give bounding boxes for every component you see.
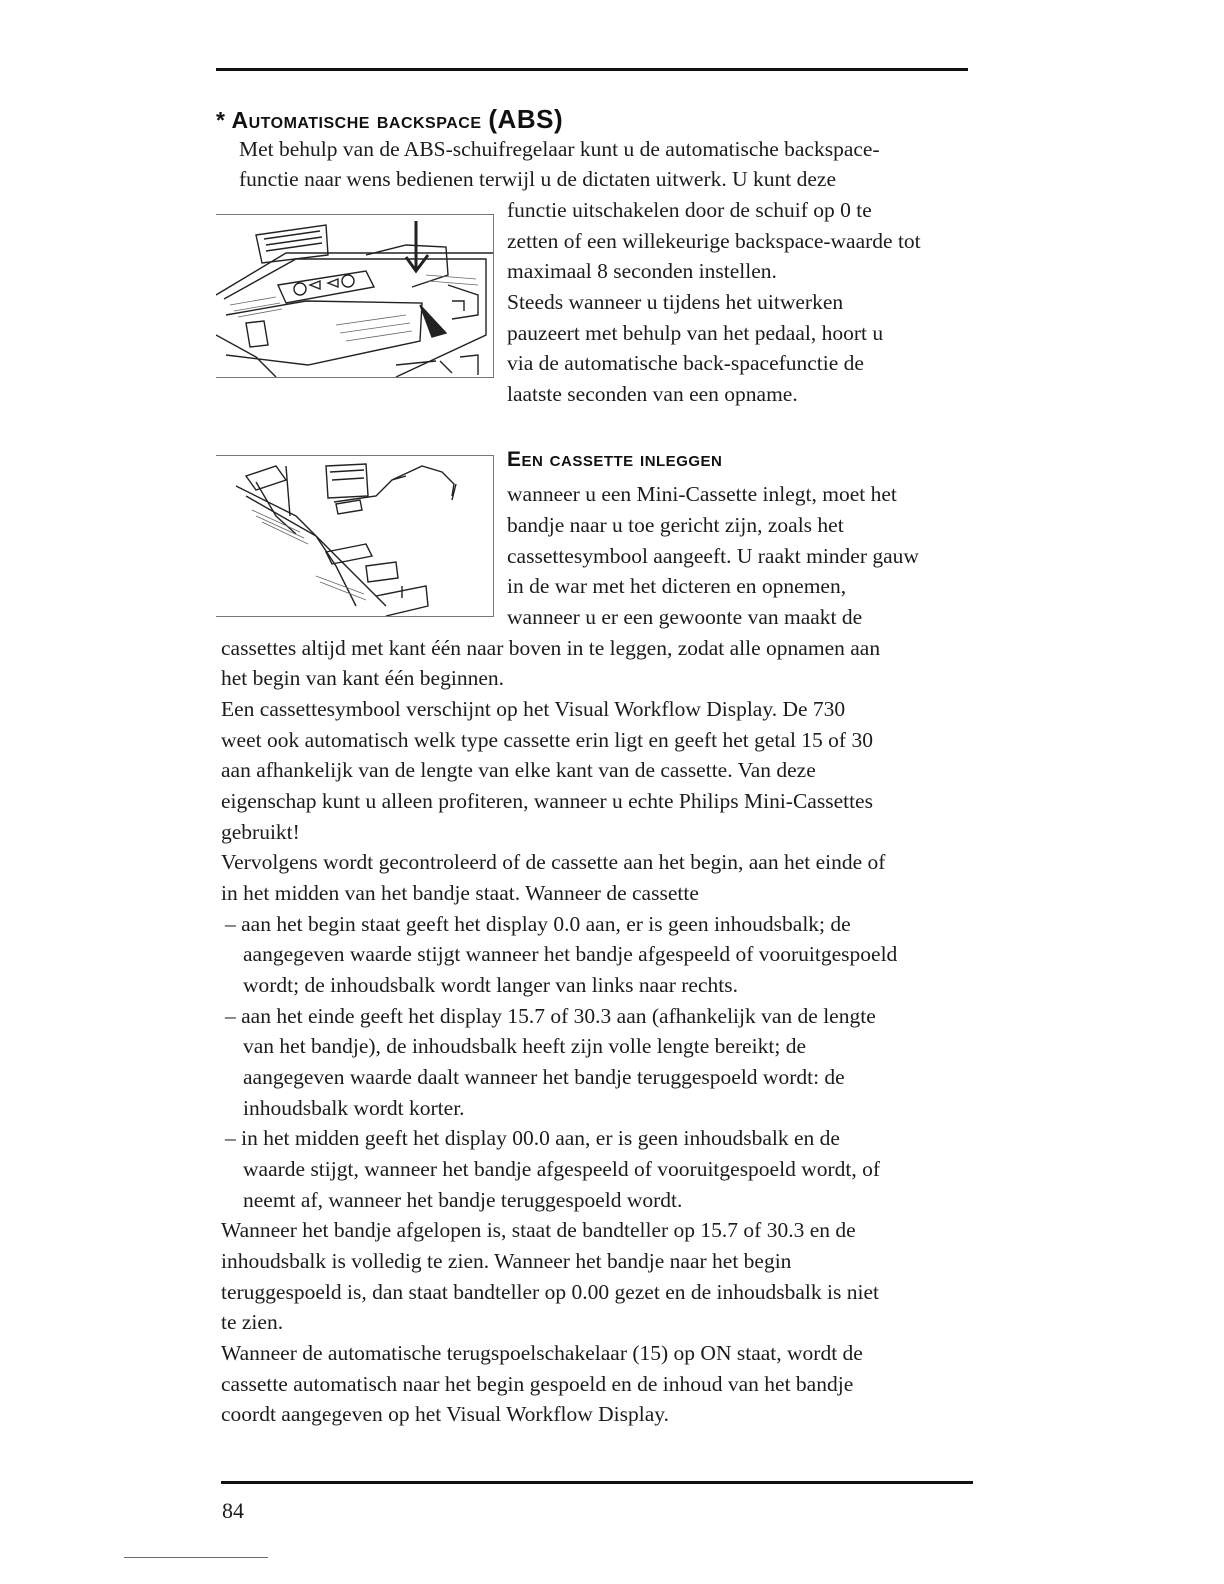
paragraph-line: eigenschap kunt u alleen profiteren, wanneer u echte Philips Mini-Cassettes bbox=[221, 789, 873, 813]
paragraph-line: laatste seconden van een opname. bbox=[507, 382, 798, 406]
paragraph-line: Wanneer het bandje afgelopen is, staat de bandteller op 15.7 of 30.3 en de bbox=[221, 1218, 856, 1242]
paragraph-line: coordt aangegeven op het Visual Workflow Display. bbox=[221, 1402, 669, 1426]
paragraph-line: weet ook automatisch welk type cassette erin ligt en geeft het getal 15 of 30 bbox=[221, 728, 873, 752]
paragraph-line: pauzeert met behulp van het pedaal, hoort u bbox=[507, 321, 884, 345]
cassette-insert-illustration bbox=[216, 455, 494, 617]
paragraph-line: functie uitschakelen door de schuif op 0 te bbox=[507, 198, 872, 222]
paragraph-line: wanneer u er een gewoonte van maakt de bbox=[507, 605, 863, 629]
list-item-line: – in het midden geeft het display 00.0 aan, er is geen inhoudsbalk en de bbox=[225, 1126, 840, 1150]
heading-abs-acronym: (ABS) bbox=[488, 104, 564, 134]
paragraph-line: te zien. bbox=[221, 1310, 284, 1334]
list-item-line: aangegeven waarde daalt wanneer het bandje teruggespoeld wordt: de bbox=[243, 1065, 845, 1089]
footer-link-underline bbox=[124, 1557, 268, 1558]
paragraph-line: Met behulp van de ABS-schuifregelaar kunt u de automatische backspace- bbox=[239, 137, 880, 161]
paragraph-line: cassettesymbool aangeeft. U raakt minder gauw bbox=[507, 544, 919, 568]
paragraph-line: wanneer u een Mini-Cassette inlegt, moet het bbox=[507, 482, 897, 506]
paragraph-line: zetten of een willekeurige backspace-waarde tot bbox=[507, 229, 921, 253]
list-item-line: inhoudsbalk wordt korter. bbox=[243, 1096, 465, 1120]
paragraph-line: functie naar wens bedienen terwijl u de dictaten uitwerk. U kunt deze bbox=[239, 167, 836, 191]
paragraph-line: cassettes altijd met kant één naar boven in te leggen, zodat alle opnamen aan bbox=[221, 636, 881, 660]
paragraph-line: Wanneer de automatische terugspoelschakelaar (15) op ON staat, wordt de bbox=[221, 1341, 863, 1365]
paragraph-line: in het midden van het bandje staat. Wanneer de cassette bbox=[221, 881, 699, 905]
list-item-line: neemt af, wanneer het bandje teruggespoeld wordt. bbox=[243, 1188, 683, 1212]
list-item-line: waarde stijgt, wanneer het bandje afgespeeld of vooruitgespoeld wordt, of bbox=[243, 1157, 881, 1181]
paragraph-line: Vervolgens wordt gecontroleerd of de cassette aan het begin, aan het einde of bbox=[221, 850, 886, 874]
paragraph-line: gebruikt! bbox=[221, 820, 300, 844]
paragraph-line: cassette automatisch naar het begin gespoeld en de inhoud van het bandje bbox=[221, 1372, 854, 1396]
paragraph-line: Een cassettesymbool verschijnt op het Visual Workflow Display. De 730 bbox=[221, 697, 846, 721]
paragraph-line: teruggespoeld is, dan staat bandteller op 0.00 gezet en de inhoudsbalk is niet bbox=[221, 1280, 879, 1304]
list-item-line: van het bandje), de inhoudsbalk heeft zijn volle lengte bereikt; de bbox=[243, 1034, 806, 1058]
paragraph-line: via de automatische back-spacefunctie de bbox=[507, 351, 864, 375]
bottom-rule bbox=[221, 1481, 973, 1484]
list-item-line: aangegeven waarde stijgt wanneer het bandje afgespeeld of vooruitgespoeld bbox=[243, 942, 898, 966]
paragraph-line: bandje naar u toe gericht zijn, zoals het bbox=[507, 513, 844, 537]
paragraph-line: inhoudsbalk is volledig te zien. Wanneer het bandje naar het begin bbox=[221, 1249, 792, 1273]
paragraph-line: Steeds wanneer u tijdens het uitwerken bbox=[507, 290, 844, 314]
paragraph-line: maximaal 8 seconden instellen. bbox=[507, 259, 777, 283]
heading-abs-text: * Automatische backspace bbox=[216, 107, 482, 133]
abs-slider-illustration bbox=[216, 214, 494, 378]
page-number: 84 bbox=[222, 1498, 244, 1523]
list-item-line: wordt; de inhoudsbalk wordt langer van links naar rechts. bbox=[243, 973, 738, 997]
top-rule bbox=[216, 68, 968, 71]
section-heading-abs bbox=[216, 104, 563, 135]
list-item-line: – aan het einde geeft het display 15.7 of 30.3 aan (afhankelijk van de lengte bbox=[225, 1004, 876, 1028]
list-item-line: – aan het begin staat geeft het display 0.0 aan, er is geen inhoudsbalk; de bbox=[225, 912, 851, 936]
paragraph-line: het begin van kant één beginnen. bbox=[221, 666, 504, 690]
paragraph-line: in de war met het dicteren en opnemen, bbox=[507, 574, 847, 598]
paragraph-line: aan afhankelijk van de lengte van elke kant van de cassette. Van deze bbox=[221, 758, 816, 782]
section-heading-cassette: Een cassette inleggen bbox=[507, 448, 723, 471]
